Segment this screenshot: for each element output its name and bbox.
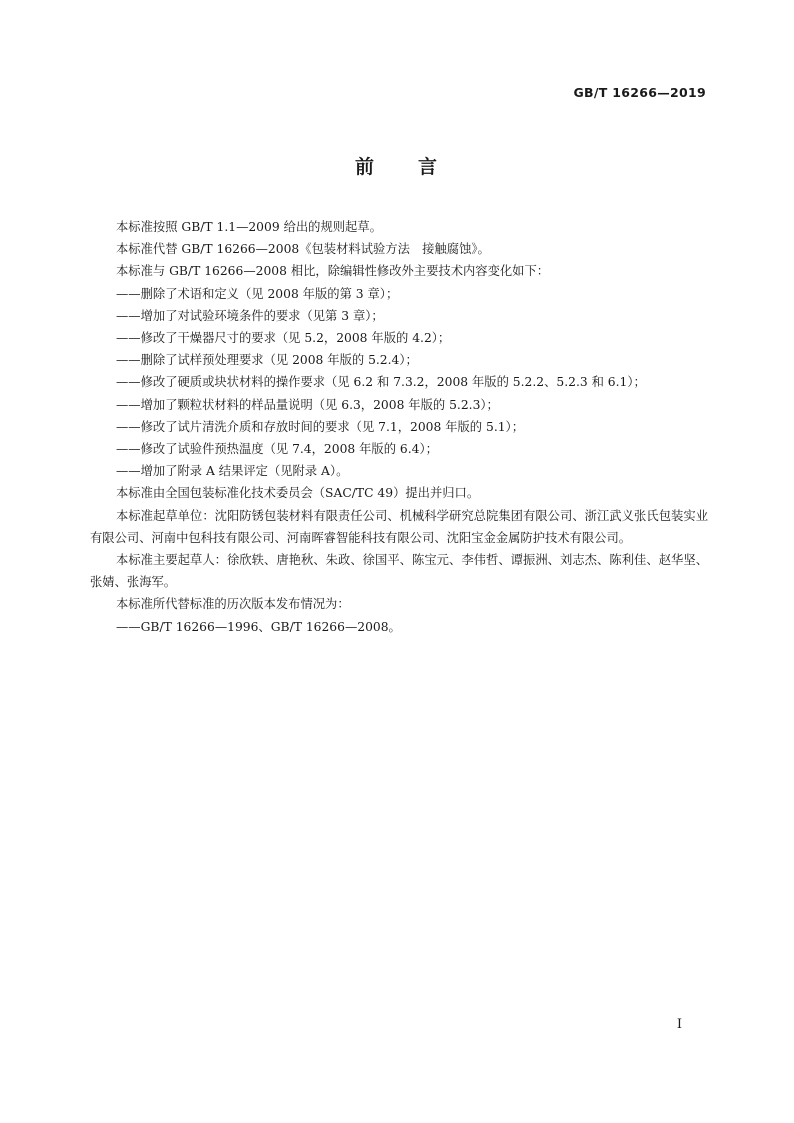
change-item: ——GB/T 16266—1996、GB/T 16266—2008。	[116, 619, 401, 634]
title-char-2: 言	[418, 156, 440, 178]
preface-body	[90, 216, 708, 638]
change-item: ——修改了试验件预热温度（见 7.4，2008 年版的 6.4）；	[116, 442, 438, 457]
paragraph: 本标准与 GB/T 16266—2008 相比，除编辑性修改外主要技术内容变化如下：	[116, 264, 550, 279]
change-item: ——增加了颗粒状材料的样品量说明（见 6.3，2008 年版的 5.2.3）；	[116, 397, 499, 412]
standard-number: GB/T 16266—2019	[573, 85, 706, 100]
change-item: ——修改了试片清洗介质和存放时间的要求（见 7.1，2008 年版的 5.1）；	[116, 419, 525, 434]
page-number: I	[676, 1017, 682, 1032]
page-title	[0, 152, 794, 179]
change-item: ——增加了对试验环境条件的要求（见第 3 章）；	[116, 308, 384, 323]
paragraph: 本标准按照 GB/T 1.1—2009 给出的规则起草。	[116, 220, 382, 234]
change-item: ——修改了干燥器尺寸的要求（见 5.2，2008 年版的 4.2）；	[116, 331, 451, 346]
paragraph: 本标准起草单位：沈阳防锈包装材料有限责任公司、机械科学研究总院集团有限公司、浙江武义张氏包装实业有限公司、河南中包科技有限公司、河南晖睿智能科技有限公司、沈阳宝金金属防护技术有限公司。	[90, 508, 708, 545]
paragraph: 本标准由全国包装标准化技术委员会（SAC/TC 49）提出并归口。	[116, 486, 480, 501]
change-item: ——删除了术语和定义（见 2008 年版的第 3 章）；	[116, 286, 399, 301]
paragraph: 本标准代替 GB/T 16266—2008《包装材料试验方法 接触腐蚀》。	[116, 242, 490, 257]
paragraph: 本标准所代替标准的历次版本发布情况为：	[116, 597, 350, 612]
change-item: ——删除了试样预处理要求（见 2008 年版的 5.2.4）；	[116, 353, 418, 368]
change-item: ——增加了附录 A 结果评定（见附录 A）。	[116, 464, 349, 479]
title-char-1: 前	[354, 156, 376, 178]
change-item: ——修改了硬质或块状材料的操作要求（见 6.2 和 7.3.2，2008 年版的 5.2.2、5.2.3 和 6.1）；	[116, 375, 646, 390]
paragraph: 本标准主要起草人：徐欣轶、唐艳秋、朱政、徐国平、陈宝元、李伟哲、谭振洲、刘志杰、陈利佳、赵华坚、张婧、张海军。	[90, 553, 708, 590]
